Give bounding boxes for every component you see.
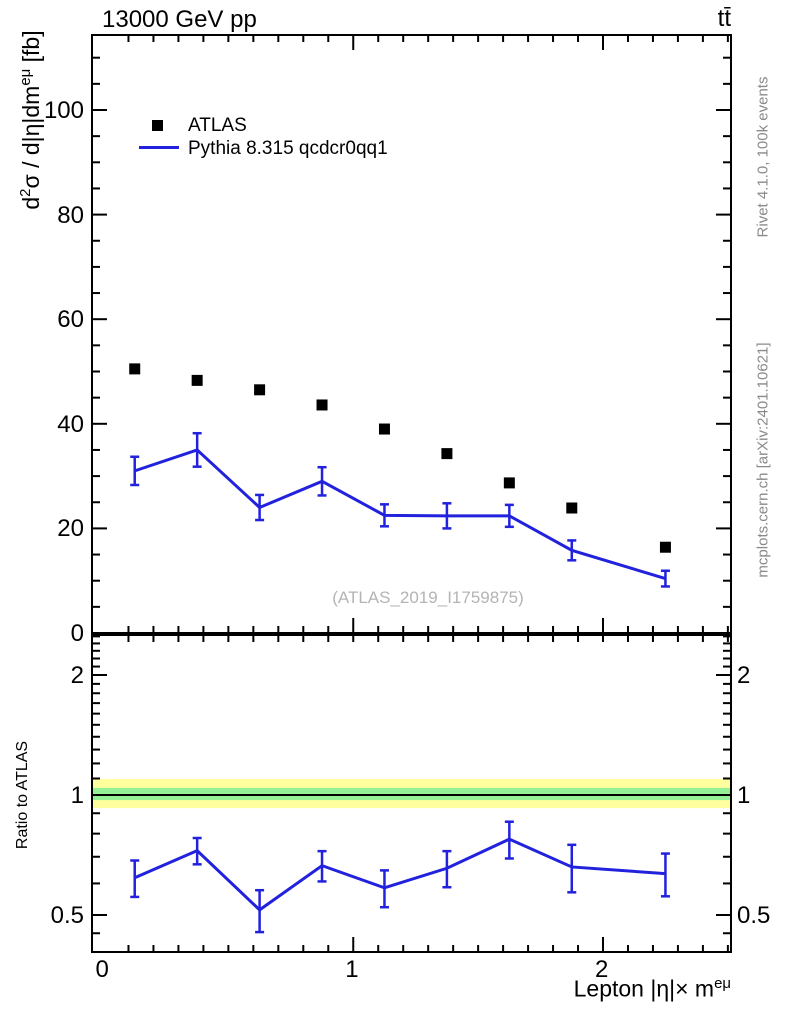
page-title: 13000 GeV pp [102,6,257,33]
atlas-data-point [504,477,515,488]
process-tag: tt̄ [717,5,731,32]
main-y-tick-label: 20 [57,515,84,543]
atlas-data-point [379,424,390,435]
x-tick-label: 2 [595,956,609,983]
ratio-line [135,839,666,910]
ratio-y-tick-label-left: 0.5 [50,902,84,929]
atlas-data-point [254,384,265,395]
ratio-y-tick-label-right: 2 [737,662,751,689]
ratio-y-tick-label-right: 0.5 [737,902,771,929]
analysis-watermark: (ATLAS_2019_I1759875) [332,588,524,607]
atlas-data-point [441,448,452,459]
atlas-data-point [129,363,140,374]
atlas-data-point [317,399,328,410]
legend-marker-mc-line [139,146,179,149]
rivet-version-note: Rivet 4.1.0, 100k events [754,76,772,238]
legend-item-pythia: Pythia 8.315 qcdcr0qq1 [188,138,388,159]
legend-marker-data-square [152,120,163,131]
ratio-y-tick-label-left: 2 [70,662,84,689]
uncertainty-band-green [92,788,731,800]
x-tick-label: 1 [345,956,359,983]
main-y-tick-label: 40 [57,410,84,438]
mcplots-arxiv-note: mcplots.cern.ch [arXiv:2401.10621] [754,342,772,578]
main-y-tick-label: 0 [70,620,84,647]
legend-item-atlas: ATLAS [188,115,247,136]
ratio-y-tick-label-right: 1 [737,782,751,809]
x-axis-label: Lepton $|\eta|\times m^{e\mu}$ [573,975,731,1002]
main-y-tick-label: 80 [57,201,84,229]
pythia-line [135,450,666,579]
atlas-data-point [566,503,577,514]
atlas-data-point [192,375,203,386]
atlas-data-point [660,542,671,553]
main-y-tick-label: 60 [57,306,84,334]
y-axis-label: $d^2\sigma / d|\eta|dm^{e\mu}$ [fb] [17,30,44,210]
ratio-y-tick-label-left: 1 [70,782,84,809]
ratio-axis-label: Ratio to ATLAS [14,740,31,850]
x-tick-label: 0 [95,956,109,983]
main-y-tick-label: 100 [43,97,84,124]
